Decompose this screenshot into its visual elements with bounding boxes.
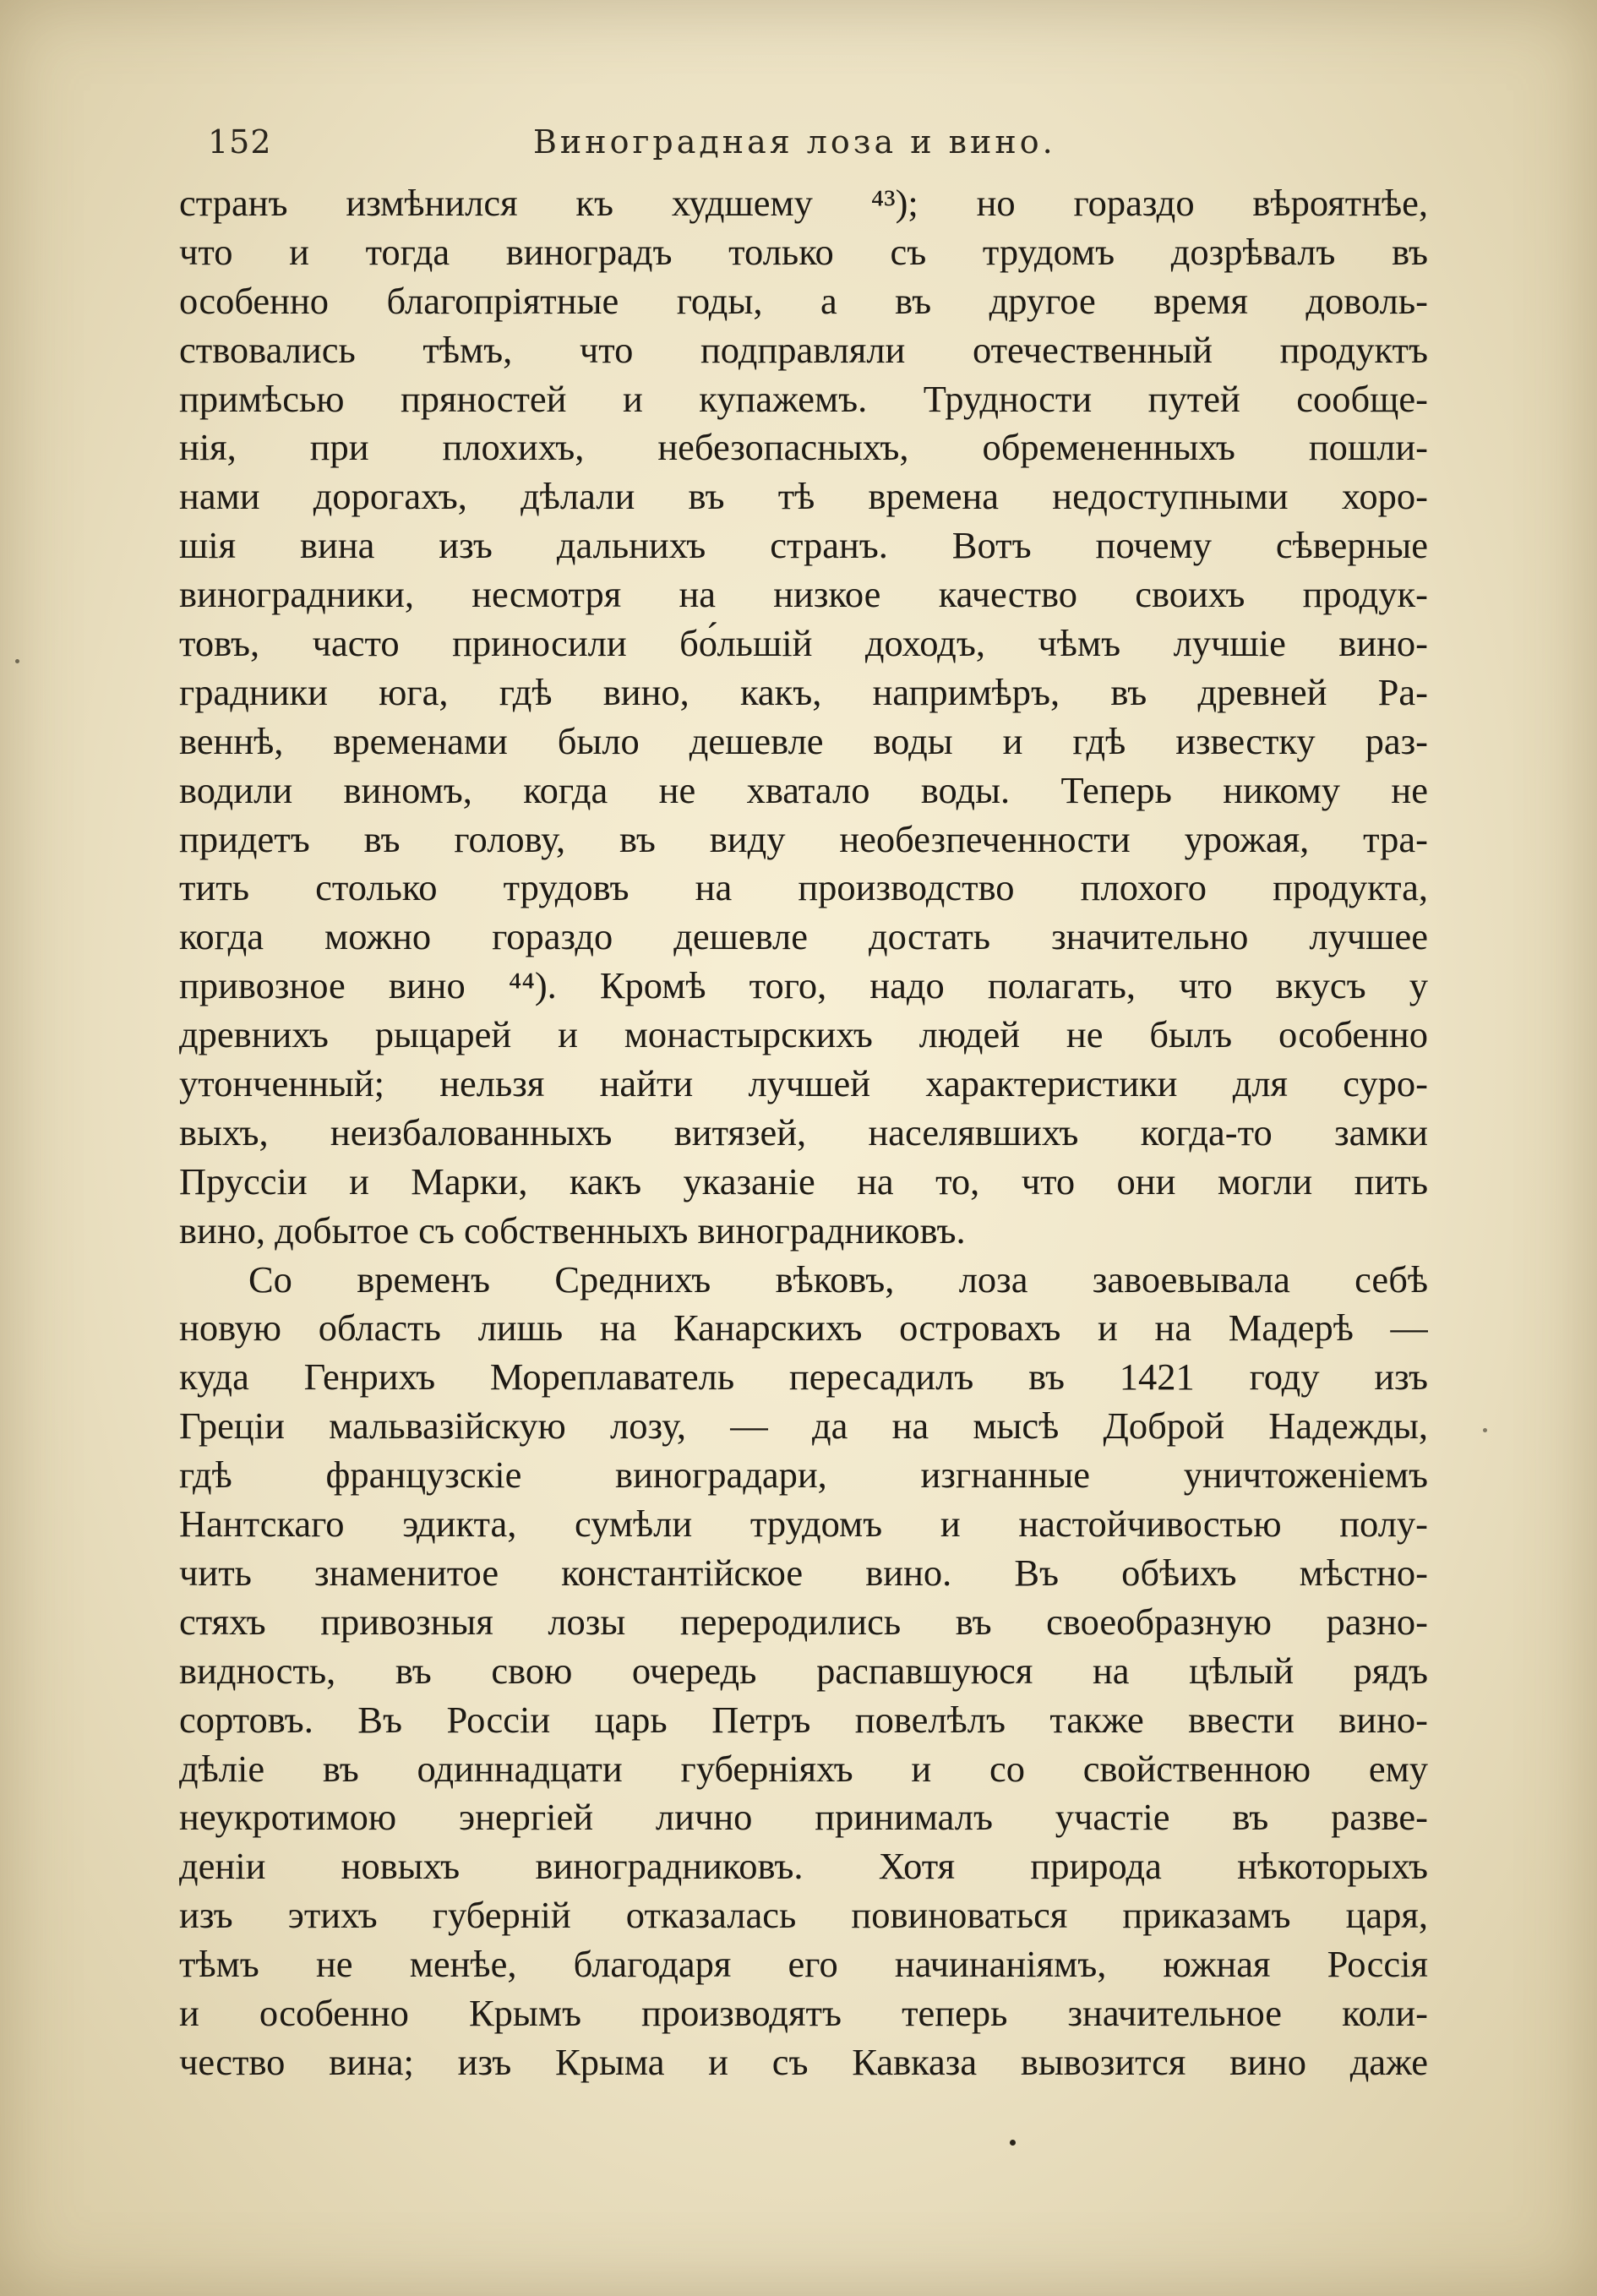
text-line: нами дорогахъ, дѣлали въ тѣ времена недоступными хоро- [179,475,1428,518]
text-line: изъ этихъ губерній отказалась повиноваться приказамъ царя, [179,1894,1428,1937]
text-line: тить столько трудовъ на производство плохого продукта, [179,866,1428,909]
text-line: нія, при плохихъ, небезопасныхъ, обремененныхъ пошли- [179,426,1428,469]
text-line: градники юга, гдѣ вино, какъ, напримѣръ, въ древней Ра- [179,670,1428,713]
paper-speck [1010,2140,1016,2146]
text-line: придетъ въ голову, въ виду необезпеченности урожая, тра- [179,817,1428,860]
text-line: когда можно гораздо дешевле достать значительно лучшее [179,915,1428,958]
text-line: что и тогда виноградъ только съ трудомъ дозрѣвалъ въ [179,230,1428,273]
running-head [208,123,1425,166]
text-line: дѣліе въ одиннадцати губерніяхъ и со свойственною ему [179,1747,1428,1790]
text-line: тѣмъ не менѣе, благодаря его начинаніямъ, южная Россія [179,1943,1428,1986]
text-line: привозное вино ⁴⁴). Кромѣ того, надо полагать, что вкусъ у [179,964,1428,1007]
text-line: особенно благопріятные годы, а въ другое время доволь- [179,279,1428,322]
text-line: ствовались тѣмъ, что подправляли отечественный продуктъ [179,328,1428,371]
text-line: неукротимою энергіей лично принималъ участіе въ разве- [179,1796,1428,1839]
paper-speck [1483,1428,1487,1432]
text-line: странъ измѣнился къ худшему ⁴³); но гораздо вѣроятнѣе, [179,182,1428,224]
text-line: видность, въ свою очередь распавшуюся на цѣлый рядъ [179,1649,1428,1692]
running-title: Виноградная лоза и вино. [533,123,1056,161]
text-line: Пруссіи и Марки, какъ указаніе на то, что они могли пить [179,1159,1428,1203]
text-line: виноградники, несмотря на низкое качество своихъ продук- [179,573,1428,616]
paragraph-first-line: Со временъ Среднихъ вѣковъ, лоза завоевывала себѣ [248,1257,1428,1301]
paper-speck [15,659,19,663]
text-line: куда Генрихъ Мореплаватель пересадилъ въ 1421 году изъ [179,1355,1428,1399]
body-text [179,179,1428,2087]
text-line: стяхъ привозныя лозы переродились въ своеобразную разно- [179,1600,1428,1643]
text-line: чить знаменитое константійское вино. Въ обѣихъ мѣстно- [179,1551,1428,1594]
text-line: Греціи мальвазійскую лозу, — да на мысѣ Доброй Надежды, [179,1404,1428,1448]
text-line: выхъ, неизбалованныхъ витязей, населявшихъ когда-то замки [179,1110,1428,1153]
text-line: Нантскаго эдикта, сумѣли трудомъ и настойчивостью полу- [179,1502,1428,1546]
text-line: товъ, часто приносили бо́льшій доходъ, чѣмъ лучшіе вино- [179,622,1428,665]
text-line: древнихъ рыцарей и монастырскихъ людей не былъ особенно [179,1013,1428,1056]
text-line: шія вина изъ дальнихъ странъ. Вотъ почему сѣверные [179,524,1428,567]
text-line: новую область лишь на Канарскихъ островахъ и на Мадерѣ — [179,1306,1428,1350]
text-line: чество вина; изъ Крыма и съ Кавказа вывозится вино даже [179,2040,1428,2083]
page-number: 152 [208,123,272,161]
text-line: сортовъ. Въ Россіи царь Петръ повелѣлъ также ввести вино- [179,1698,1428,1741]
text-line: вино, добытое съ собственныхъ виноградниковъ. [179,1208,966,1252]
text-line: и особенно Крымъ производятъ теперь значительное коли- [179,1991,1428,2034]
text-line: деніи новыхъ виноградниковъ. Хотя природа нѣкоторыхъ [179,1845,1428,1888]
text-line: примѣсью пряностей и купажемъ. Трудности путей сообще- [179,377,1428,420]
text-line: гдѣ французскіе виноградари, изгнанные уничтоженіемъ [179,1453,1428,1497]
text-line: водили виномъ, когда не хватало воды. Теперь никому не [179,768,1428,811]
text-line: веннѣ, временами было дешевле воды и гдѣ известку раз- [179,719,1428,762]
text-line: утонченный; нельзя найти лучшей характеристики для суро- [179,1062,1428,1105]
